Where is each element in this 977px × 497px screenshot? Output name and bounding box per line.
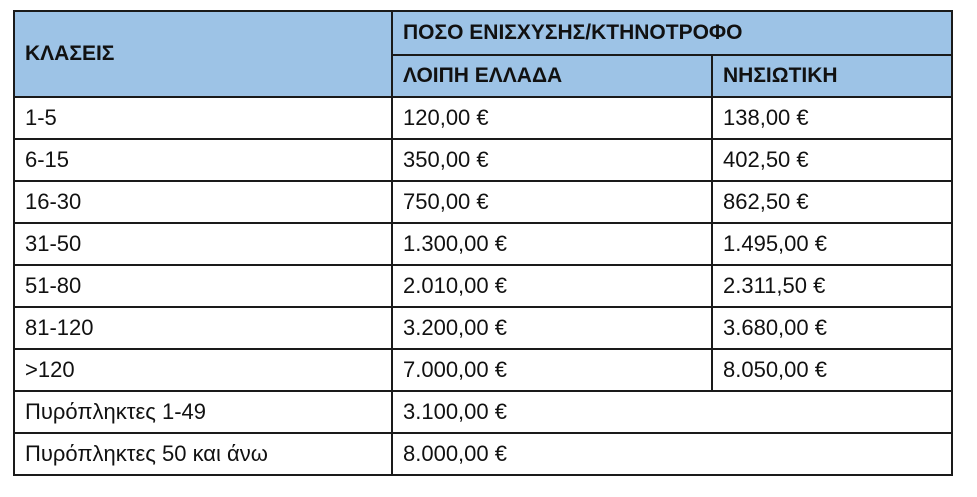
cell-island-amount: 2.311,50 € (712, 265, 952, 307)
table-row (14, 349, 952, 391)
subsidy-table (13, 10, 953, 476)
table-row (14, 97, 952, 139)
cell-class: 16-30 (14, 181, 392, 223)
cell-island-amount: 862,50 € (712, 181, 952, 223)
cell-island-amount: 402,50 € (712, 139, 952, 181)
header-classes: ΚΛΑΣΕΙΣ (14, 11, 392, 97)
cell-rest-amount: 2.010,00 € (392, 265, 712, 307)
cell-rest-amount: 120,00 € (392, 97, 712, 139)
cell-rest-amount: 1.300,00 € (392, 223, 712, 265)
cell-fire-class: Πυρόπληκτες 50 και άνω (14, 433, 392, 475)
cell-class: 81-120 (14, 307, 392, 349)
cell-island-amount: 8.050,00 € (712, 349, 952, 391)
fire-row (14, 391, 952, 433)
cell-rest-amount: 7.000,00 € (392, 349, 712, 391)
subsidy-table-container (13, 10, 953, 476)
cell-rest-amount: 350,00 € (392, 139, 712, 181)
cell-class: 1-5 (14, 97, 392, 139)
cell-class: >120 (14, 349, 392, 391)
cell-rest-amount: 750,00 € (392, 181, 712, 223)
cell-island-amount: 1.495,00 € (712, 223, 952, 265)
table-body (14, 97, 952, 475)
cell-fire-amount: 3.100,00 € (392, 391, 952, 433)
cell-fire-class: Πυρόπληκτες 1-49 (14, 391, 392, 433)
header-row-top (14, 11, 952, 55)
header-islands: ΝΗΣΙΩΤΙΚΗ (712, 55, 952, 97)
table-row (14, 139, 952, 181)
table-row (14, 265, 952, 307)
cell-class: 51-80 (14, 265, 392, 307)
cell-island-amount: 138,00 € (712, 97, 952, 139)
table-row (14, 307, 952, 349)
cell-class: 31-50 (14, 223, 392, 265)
table-row (14, 181, 952, 223)
table-row (14, 223, 952, 265)
cell-island-amount: 3.680,00 € (712, 307, 952, 349)
cell-fire-amount: 8.000,00 € (392, 433, 952, 475)
cell-class: 6-15 (14, 139, 392, 181)
table-header (14, 11, 952, 97)
fire-row (14, 433, 952, 475)
header-amount-group: ΠΟΣΟ ΕΝΙΣΧΥΣΗΣ/ΚΤΗΝΟΤΡΟΦΟ (392, 11, 952, 55)
cell-rest-amount: 3.200,00 € (392, 307, 712, 349)
header-rest-of-greece: ΛΟΙΠΗ ΕΛΛΑΔΑ (392, 55, 712, 97)
